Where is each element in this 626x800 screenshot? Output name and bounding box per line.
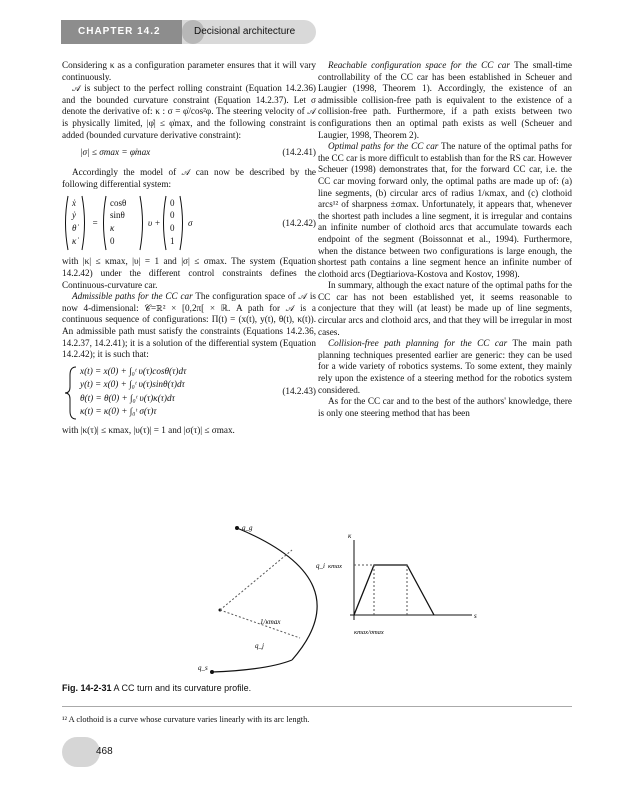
paragraph-body: The main path planning techniques presented earlier are generic: they can be used for a wide variety of robotics systems. To some extent, they mainly rely upon the existence of a steering method for the robotics system considered. [318,338,572,395]
paragraph: with |κ| ≤ κmax, |υ| = 1 and |σ| ≤ σmax. The system (Equation 14.2.42) under the different control constraints defines the Continuous-curvature car. [62,256,316,290]
svg-text:κ: κ [110,223,115,234]
run-in-heading: Admissible paths for the CC car [72,291,193,302]
figure-graphic [62,510,572,680]
page-number-tab [62,737,100,767]
label-radius: 1/κmax [260,618,281,626]
curvature-profile-chart [328,532,477,636]
page-number: 468 [96,746,113,757]
brace-graphic [62,365,82,421]
state-matrix-graphic [62,194,316,252]
paragraph-body: The nature of the optimal paths for the CC car is more difficult to establish than for the RS car. However Scheuer (1998) demonstrates that, for the forward CC car, i.e. the CC car moving forward only, the optimal paths are made up of: (a) line segments, (b) circular arcs of radius 1/κmax, and (c) clothoid arcs¹² of sharpness ±σmax. Unfortunately, it appears that, whenever the shortest path includes a line segment, it is irregular and contains an infinite number of clothoid arcs that accumulate towards each endpoint of the segment (Boissonnat et al., 1994). Furthermore, when the distance between two configurations is large enough, the shortest path contains a line segment hence an infinite number of clothoid arcs (Degtiariova-Kostova and Kostov, 1998). [318,141,572,279]
run-in-heading: Collision-free path planning for the CC car [328,338,508,349]
svg-text:1: 1 [170,236,175,247]
label-kappa: κ [348,532,352,540]
svg-text:θ̇: θ̇ [72,223,77,234]
turn-path-end [212,660,292,672]
paragraph [318,141,572,280]
caption-label: Fig. 14-2-31 [62,683,112,693]
svg-text:σ: σ [188,218,193,229]
svg-text:ẋ: ẋ [72,198,76,209]
right-column [318,60,572,419]
equation-line: θ(t) = θ(0) + ∫₀ᵗ υ(τ)κ(τ)dτ [80,392,175,403]
paragraph [318,338,572,396]
radius-line [220,550,292,610]
footnote: ¹² A clothoid is a curve whose curvature varies linearly with its arc length. [62,715,310,724]
footnote-rule [62,706,572,707]
svg-text:υ +: υ + [148,218,161,229]
paragraph [62,291,316,361]
svg-text:0: 0 [170,198,175,209]
label-kmax: κmax [328,563,342,570]
paragraph: In summary, although the exact nature of the optimal paths for the CC car has not been established yet, it seems reasonable to conjecture that they will (at least) be made up of line segments, circular arcs and clothoid arcs, and that they will be irregular in most cases. [318,280,572,337]
run-in-heading: Reachable configuration space for the CC car [328,60,510,70]
turn-path [237,528,317,660]
paragraph: with |κ(τ)| ≤ κmax, |υ(τ)| = 1 and |σ(τ)| ≤ σmax. [62,424,235,435]
svg-text:0: 0 [170,210,175,221]
left-column [62,60,316,436]
caption-text: A CC turn and its curvature profile. [111,683,252,693]
figure-cc-turn [62,510,572,680]
equation-14-2-41 [62,147,316,161]
equation-line: y(t) = x(0) + ∫₀ᵗ υ(τ)sinθ(τ)dτ [80,379,185,390]
paragraph [318,60,572,141]
cc-turn-diagram [198,524,325,674]
svg-text:sinθ: sinθ [110,210,125,221]
paragraph-body: The configuration space of 𝒜 is now 4-dimensional: 𝒞=ℝ² × [0,2π[ × ℝ. A path for 𝒜 is a continuous sequence of configurations: Π(t) = (x(t), y(t), θ(t), κ(t)). An admissible path must satisfy the constraints (Equations 14.2.36, 14.2.37, 14.2.41); it is a solution of the differential system (Equation 14.2.42); it is such that: [62,291,316,360]
equation-number: (14.2.42) [282,218,316,229]
equation-line: κ(t) = κ(0) + ∫₀ᵗ σ(τ)τ [80,406,157,417]
chapter-label: CHAPTER 14.2 [78,26,161,37]
svg-text:0: 0 [110,236,115,247]
equation-line: x(t) = x(0) + ∫₀ᵗ υ(τ)cosθ(τ)dτ [80,365,187,376]
svg-text:0: 0 [170,223,175,234]
curvature-profile [354,565,434,615]
paragraph: Considering κ as a configuration parameter ensures that it will vary continuously. [62,60,316,82]
point-qs [210,670,214,674]
paragraph: 𝒜 is subject to the perfect rolling constraint (Equation 14.2.36) and the bounded curvature constraint (Equation 14.2.37). Let σ denote the derivative of: κ : σ = φ̇/cos²φ. The steering velocity of 𝒜 is physically limited, |φ̇| ≤ φ̇max, and the following constraint is added (bounded curvature derivative constraint): [62,83,316,140]
label-qg: q_g [242,524,253,532]
run-in-heading: Optimal paths for the CC car [328,141,439,152]
equation-body: |σ| ≤ σmax = φ̇max [80,147,151,158]
svg-text:κ̇: κ̇ [72,236,77,247]
label-qi: q_i [316,562,325,570]
paragraph: Accordingly the model of 𝒜 can now be described by the following differential system: [62,167,316,189]
point-qg [235,526,239,530]
equation-14-2-42 [62,194,316,252]
paragraph-body: The small-time controllability of the CC car has been established in Scheuer and Laugier (1998, Theorem 1). Accordingly, the existence of an admissible collision-free path is equivalent to the existence of a collision-free path. Furthermore, if a path exists between two configurations then an optimal path exists as well (Scheuer and Laugier, 1998, Theorem 2). [318,60,572,140]
equation-14-2-43 [62,365,316,421]
equation-number: (14.2.43) [282,385,316,396]
svg-text:ẏ: ẏ [72,210,76,221]
equation-number: (14.2.41) [282,147,316,158]
label-qs: q_s [198,664,208,672]
section-title: Decisional architecture [194,26,296,37]
figure-caption [62,683,251,693]
svg-text:cosθ: cosθ [110,198,127,209]
svg-text:=: = [92,218,99,229]
label-s: s [474,612,477,620]
label-qj: q_j [255,642,264,650]
paragraph: As for the CC car and to the best of the authors' knowledge, there is only one steering method that has been [318,396,572,418]
label-slope: κmax/σmax [354,629,384,636]
